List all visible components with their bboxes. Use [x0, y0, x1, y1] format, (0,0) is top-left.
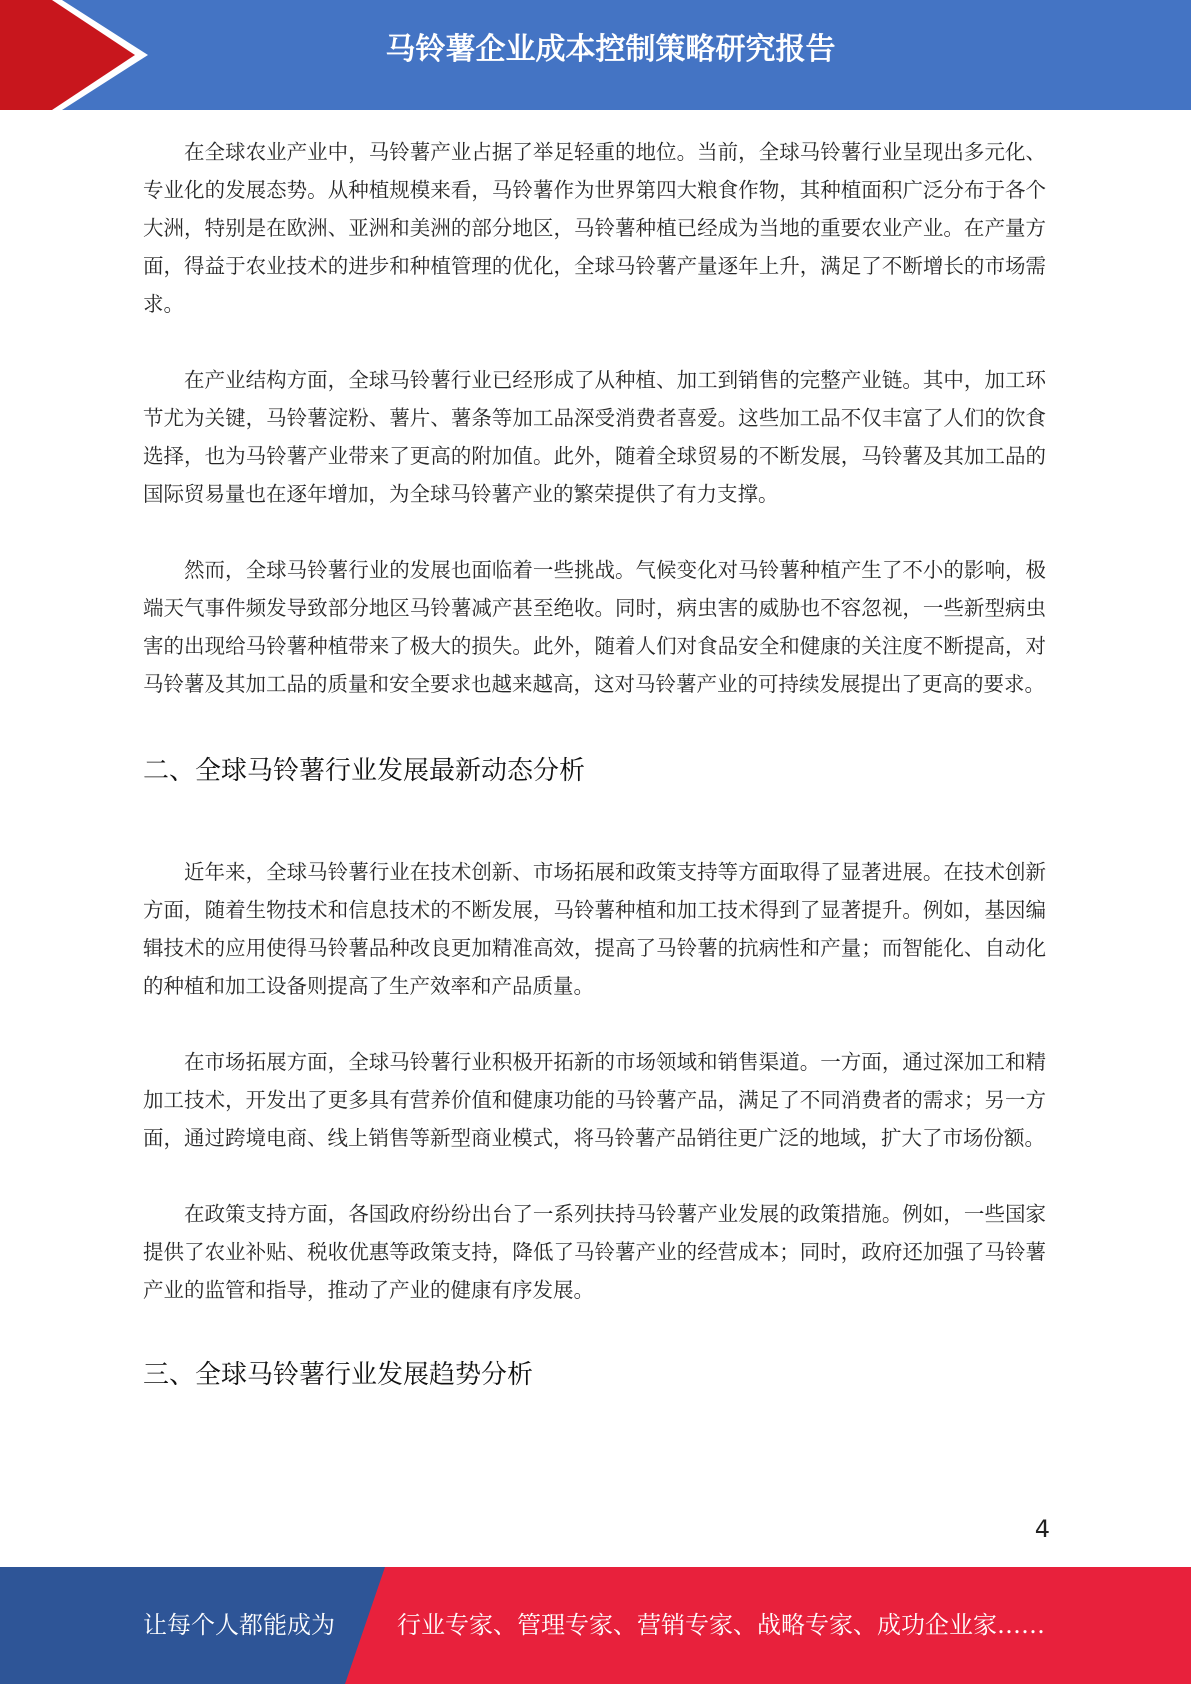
body-paragraph: 在市场拓展方面，全球马铃薯行业积极开拓新的市场领域和销售渠道。一方面，通过深加工和精加工技术，开发出了更多具有营养价值和健康功能的马铃薯产品，满足了不同消费者的需求；另一方面，通过跨境电商、线上销售等新型商业模式，将马铃薯产品销往更广泛的地域，扩大了市场份额。	[143, 1050, 1046, 1150]
footer-banner	[0, 1567, 1191, 1684]
main-content	[143, 133, 1046, 1395]
body-paragraph: 在政策支持方面，各国政府纷纷出台了一系列扶持马铃薯产业发展的政策措施。例如，一些国家提供了农业补贴、税收优惠等政策支持，降低了马铃薯产业的经营成本；同时，政府还加强了马铃薯产业的监管和指导，推动了产业的健康有序发展。	[143, 1202, 1046, 1302]
body-paragraph: 然而，全球马铃薯行业的发展也面临着一些挑战。气候变化对马铃薯种植产生了不小的影响，极端天气事件频发导致部分地区马铃薯减产甚至绝收。同时，病虫害的威胁也不容忽视，一些新型病虫害的出现给马铃薯种植带来了极大的损失。此外，随着人们对食品安全和健康的关注度不断提高，对马铃薯及其加工品的质量和安全要求也越来越高，这对马铃薯产业的可持续发展提出了更高的要求。	[143, 558, 1046, 696]
report-title: 马铃薯企业成本控制策略研究报告	[385, 32, 836, 67]
footer-slogan-left: 让每个人都能成为	[143, 1611, 335, 1639]
body-paragraph: 在产业结构方面，全球马铃薯行业已经形成了从种植、加工到销售的完整产业链。其中，加工环节尤为关键，马铃薯淀粉、薯片、薯条等加工品深受消费者喜爱。这些加工品不仅丰富了人们的饮食选择，也为马铃薯产业带来了更高的附加值。此外，随着全球贸易的不断发展，马铃薯及其加工品的国际贸易量也在逐年增加，为全球马铃薯产业的繁荣提供了有力支撑。	[143, 368, 1046, 506]
page-number: 4	[1034, 1515, 1050, 1543]
footer-slogan-right: 行业专家、管理专家、营销专家、战略专家、成功企业家……	[397, 1611, 1045, 1639]
section-heading: 二、全球马铃薯行业发展最新动态分析	[143, 756, 586, 786]
body-paragraph: 近年来，全球马铃薯行业在技术创新、市场拓展和政策支持等方面取得了显著进展。在技术创新方面，随着生物技术和信息技术的不断发展，马铃薯种植和加工技术得到了显著提升。例如，基因编辑技术的应用使得马铃薯品种改良更加精准高效，提高了马铃薯的抗病性和产量；而智能化、自动化的种植和加工设备则提高了生产效率和产品质量。	[143, 860, 1046, 998]
body-paragraph: 在全球农业产业中，马铃薯产业占据了举足轻重的地位。当前，全球马铃薯行业呈现出多元化、专业化的发展态势。从种植规模来看，马铃薯作为世界第四大粮食作物，其种植面积广泛分布于各个大洲，特别是在欧洲、亚洲和美洲的部分地区，马铃薯种植已经成为当地的重要农业产业。在产量方面，得益于农业技术的进步和种植管理的优化，全球马铃薯产量逐年上升，满足了不断增长的市场需求。	[143, 140, 1046, 316]
section-heading: 三、全球马铃薯行业发展趋势分析	[143, 1360, 534, 1390]
